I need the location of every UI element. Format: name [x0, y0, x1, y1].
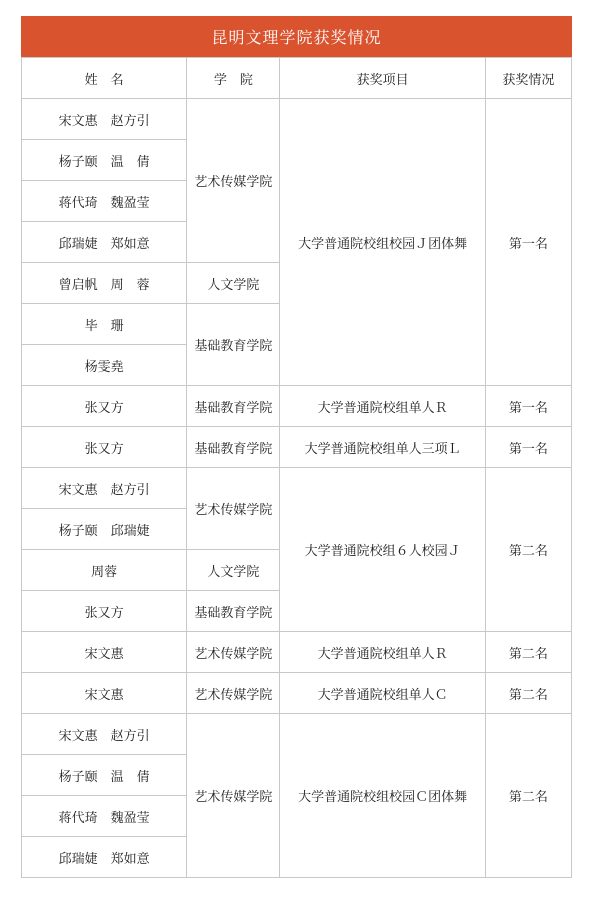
cell-result: 第一名	[485, 99, 571, 386]
cell-name: 张又方	[22, 591, 187, 632]
cell-college: 艺术传媒学院	[187, 673, 280, 714]
cell-project: 大学普通院校组单人Ｒ	[280, 386, 485, 427]
cell-project: 大学普通院校组单人Ｒ	[280, 632, 485, 673]
table-row	[22, 427, 572, 468]
cell-result: 第二名	[485, 714, 571, 878]
cell-name: 杨子颐 温 倩	[22, 755, 187, 796]
header-result: 获奖情况	[485, 58, 571, 99]
awards-body	[22, 99, 572, 878]
cell-name: 周蓉	[22, 550, 187, 591]
cell-result: 第二名	[485, 673, 571, 714]
header-college: 学 院	[187, 58, 280, 99]
header-row	[22, 58, 572, 99]
cell-name: 杨雯堯	[22, 345, 187, 386]
cell-college: 艺术传媒学院	[187, 714, 280, 878]
cell-project: 大学普通院校组单人Ｃ	[280, 673, 485, 714]
cell-college: 基础教育学院	[187, 304, 280, 386]
cell-name: 宋文惠 赵方引	[22, 468, 187, 509]
cell-result: 第一名	[485, 386, 571, 427]
cell-name: 曾启帆 周 蓉	[22, 263, 187, 304]
cell-name: 宋文惠 赵方引	[22, 714, 187, 755]
header-project: 获奖项目	[280, 58, 485, 99]
awards-table	[21, 57, 572, 878]
awards-document	[21, 16, 572, 878]
cell-college: 艺术传媒学院	[187, 99, 280, 263]
table-row	[22, 99, 572, 140]
table-row	[22, 714, 572, 755]
cell-name: 张又方	[22, 427, 187, 468]
cell-college: 人文学院	[187, 263, 280, 304]
cell-college: 基础教育学院	[187, 427, 280, 468]
cell-project: 大学普通院校组单人三项Ｌ	[280, 427, 485, 468]
cell-result: 第一名	[485, 427, 571, 468]
cell-project: 大学普通院校组６人校园Ｊ	[280, 468, 485, 632]
cell-name: 毕 珊	[22, 304, 187, 345]
cell-name: 邱瑞婕 郑如意	[22, 222, 187, 263]
header-name: 姓 名	[22, 58, 187, 99]
table-row	[22, 632, 572, 673]
cell-name: 杨子颐 温 倩	[22, 140, 187, 181]
cell-result: 第二名	[485, 632, 571, 673]
cell-name: 张又方	[22, 386, 187, 427]
cell-name: 宋文惠	[22, 673, 187, 714]
cell-college: 人文学院	[187, 550, 280, 591]
document-title: 昆明文理学院获奖情况	[21, 16, 572, 57]
table-row	[22, 673, 572, 714]
cell-college: 基础教育学院	[187, 591, 280, 632]
cell-name: 蒋代琦 魏盈莹	[22, 181, 187, 222]
cell-college: 艺术传媒学院	[187, 632, 280, 673]
cell-college: 艺术传媒学院	[187, 468, 280, 550]
cell-name: 邱瑞婕 郑如意	[22, 837, 187, 878]
cell-name: 宋文惠	[22, 632, 187, 673]
table-row	[22, 468, 572, 509]
cell-project: 大学普通院校组校园Ｊ团体舞	[280, 99, 485, 386]
cell-result: 第二名	[485, 468, 571, 632]
cell-name: 杨子颐 邱瑞婕	[22, 509, 187, 550]
cell-name: 宋文惠 赵方引	[22, 99, 187, 140]
cell-name: 蒋代琦 魏盈莹	[22, 796, 187, 837]
cell-college: 基础教育学院	[187, 386, 280, 427]
cell-project: 大学普通院校组校园Ｃ团体舞	[280, 714, 485, 878]
table-row	[22, 386, 572, 427]
